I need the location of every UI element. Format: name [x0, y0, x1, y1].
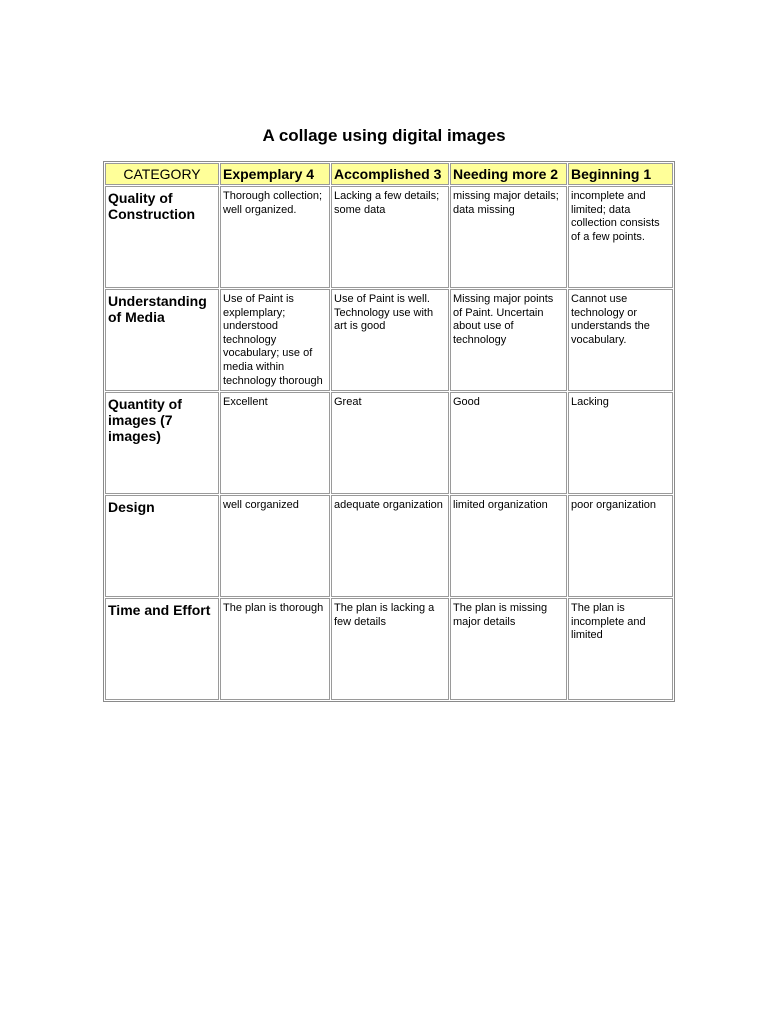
row-category-label: Quality of Construction: [105, 186, 219, 288]
table-cell: poor organization: [568, 495, 673, 597]
table-cell: well corganized: [220, 495, 330, 597]
table-cell: Good: [450, 392, 567, 494]
row-category-label: Understanding of Media: [105, 289, 219, 391]
table-row: [105, 289, 673, 391]
header-row: [105, 163, 673, 185]
column-header-exemplary: Expemplary 4: [220, 163, 330, 185]
column-header-accomplished: Accomplished 3: [331, 163, 449, 185]
column-header-needing-more: Needing more 2: [450, 163, 567, 185]
row-category-label: Design: [105, 495, 219, 597]
table-row: [105, 186, 673, 288]
column-header-beginning: Beginning 1: [568, 163, 673, 185]
table-cell: limited organization: [450, 495, 567, 597]
table-cell: Thorough collection; well organized.: [220, 186, 330, 288]
table-cell: Lacking: [568, 392, 673, 494]
table-cell: The plan is incomplete and limited: [568, 598, 673, 700]
table-row: [105, 495, 673, 597]
table-cell: Excellent: [220, 392, 330, 494]
table-cell: Missing major points of Paint. Uncertain about use of technology: [450, 289, 567, 391]
row-category-label: Time and Effort: [105, 598, 219, 700]
table-cell: missing major details; data missing: [450, 186, 567, 288]
table-cell: The plan is lacking a few details: [331, 598, 449, 700]
table-cell: Great: [331, 392, 449, 494]
table-row: [105, 392, 673, 494]
row-category-label: Quantity of images (7 images): [105, 392, 219, 494]
table-cell: Lacking a few details; some data: [331, 186, 449, 288]
page-title: A collage using digital images: [262, 126, 506, 145]
table-cell: The plan is thorough: [220, 598, 330, 700]
table-cell: The plan is missing major details: [450, 598, 567, 700]
table-cell: Use of Paint is explemplary; understood technology vocabulary; use of media within technology thorough: [220, 289, 330, 391]
table-row: [105, 598, 673, 700]
table-cell: Cannot use technology or understands the vocabulary.: [568, 289, 673, 391]
table-cell: Use of Paint is well. Technology use with art is good: [331, 289, 449, 391]
rubric-table: [103, 161, 675, 702]
table-cell: incomplete and limited; data collection consists of a few points.: [568, 186, 673, 288]
column-header-category: CATEGORY: [105, 163, 219, 185]
table-cell: adequate organization: [331, 495, 449, 597]
